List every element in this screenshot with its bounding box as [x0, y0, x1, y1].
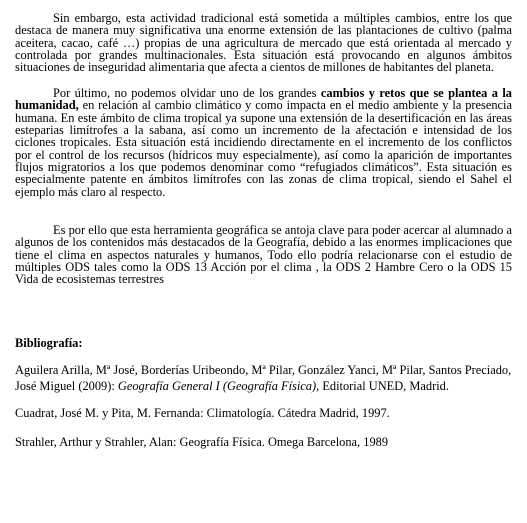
paragraph-food-insecurity: Sin embargo, esta actividad tradicional está sometida a múltiples cambios, entre los que destaca de manera muy significativa una enorme extensión de las plantaciones de cultivo (palma aceitera, cacao, café …) propias de una agricultura de mercado que está orientada al mercado y controlada por grandes multinacionales. Esta situación está provocando en algunos ámbitos situaciones de inseguridad alimentaria que afecta a cientos de millones de habitantes del planeta. [15, 11, 512, 75]
bibliography-entry-strahler: Strahler, Arthur y Strahler, Alan: Geografía Física. Omega Barcelona, 1989 [15, 435, 389, 449]
reference-title-italic: Geografía General I (Geografía Física) [117, 379, 317, 393]
bibliography-entry-aguilera [15, 362, 512, 394]
paragraph-ods-tool: Es por ello que esta herramienta geográfica se antoja clave para poder acercar al alumnado a algunos de los contenidos más destacados de la Geografía, debido a las enormes implicaciones que tiene el clima en aspectos naturales y humanos, Todo ello podría relacionarse con el estudio de múltiples ODS tales como la ODS 13 Acción por el clima , la ODS 2 Hambre Cero o la ODS 15 Vida de ecosistemas terrestres [15, 223, 512, 287]
paragraph-climate-change [15, 87, 512, 198]
bibliography-entry-cuadrat: Cuadrat, José M. y Pita, M. Fernanda: Climatología. Cátedra Madrid, 1997. [15, 406, 390, 420]
paragraph-body-text: en relación al cambio climático y como impacta en el medio ambiente y la presencia humana. En este ámbito de clima tropical ya supone una extensión de la desertificación en las áreas esteparias limítrofes a la sabana, así como un incremento de la afectación e intensidad de los ciclones tropicales. Esta situación está incidiendo directamente en el incremento de los conflictos por el control de los recursos (hídricos muy especialmente), así como la aparición de importantes flujos migratorios a los que podemos denominar como “refugiados climáticos”. Esta situación es especialmente patente en ámbitos limítrofes con las zonas de clima tropical, siendo el Sahel el ejemplo más claro al respecto. [15, 98, 512, 199]
paragraph-intro-text: Por último, no podemos olvidar uno de los grandes [53, 86, 321, 100]
reference-publisher: , Editorial UNED, Madrid. [316, 379, 449, 393]
reference-authors: Aguilera Arilla, Mª José, Borderías Uribeondo, Mª Pilar, González Yanci, Mª Pilar, Santos Preciado, José Miguel (2009): [15, 363, 512, 393]
bibliography-heading: Bibliografía: [15, 336, 83, 350]
paragraph-bold-emphasis: cambios y retos que se plantea a la humanidad, [15, 86, 512, 113]
